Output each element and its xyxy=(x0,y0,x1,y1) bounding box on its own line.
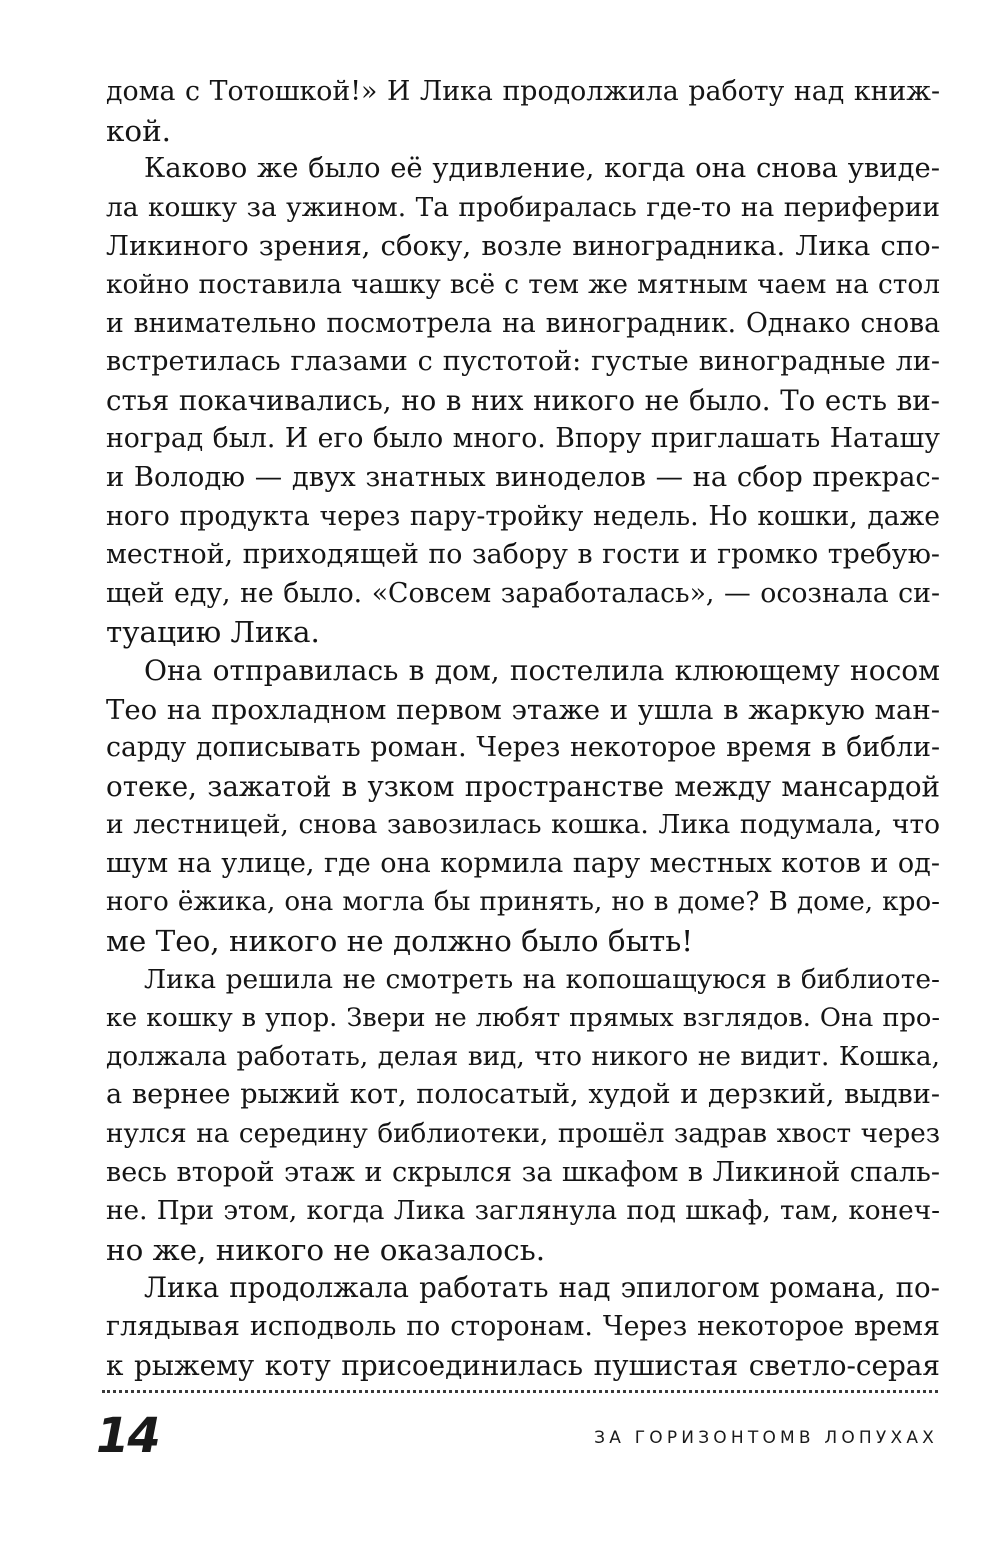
text-line: не. При этом, когда Лика заглянула под шкаф, там, конеч- xyxy=(106,1196,940,1227)
text-line: Каково же было её удивление, когда она снова увиде- xyxy=(144,153,940,185)
text-line: шум на улице, где она кормила пару местных котов и од- xyxy=(106,847,940,879)
text-line: дома с Тотошкой!» И Лика продолжила работу над книж- xyxy=(106,76,940,107)
text-line: Лика решила не смотреть на копошащуюся в библиоте- xyxy=(144,963,940,995)
body-text xyxy=(106,73,940,1385)
text-line: койно поставила чашку всё с тем же мятным чаем на стол xyxy=(106,269,940,300)
text-line: сарду дописывать роман. Через некоторое время в библи- xyxy=(106,732,940,764)
text-line: встретилась глазами с пустотой: густые виноградные ли- xyxy=(106,346,940,378)
text-line: Лика продолжала работать над эпилогом романа, по- xyxy=(144,1271,940,1305)
text-line: весь второй этаж и скрылся за шкафом в Ликиной спаль- xyxy=(106,1156,940,1188)
running-title: ЗА ГОРИЗОНТОМВ ЛОПУХАХ xyxy=(594,1428,938,1448)
text-line: ного ёжика, она могла бы принять, но в доме? В доме, кро- xyxy=(106,887,940,918)
text-line: Она отправилась в дом, постелила клюющему носом xyxy=(144,653,940,687)
text-line: и Володю — двух знатных виноделов — на сбор прекрас- xyxy=(106,461,940,493)
text-line: Ликиного зрения, сбоку, возле виноградника. Лика спо- xyxy=(106,230,940,263)
text-line: ла кошку за ужином. Та пробиралась где-то на периферии xyxy=(106,191,940,223)
text-line: ноград был. И его было много. Впору приглашать Наташу xyxy=(106,423,940,455)
text-line: ме Тео, никого не должно было быть! xyxy=(106,924,694,959)
text-line: и лестницей, снова завозилась кошка. Лика подумала, что xyxy=(106,809,940,841)
text-line: кой. xyxy=(106,113,171,148)
page-number: 14 xyxy=(96,1408,159,1464)
footer-dotted-rule xyxy=(102,1390,938,1393)
text-line: нулся на середину библиотеки, прошёл задрав хвост через xyxy=(106,1119,940,1150)
text-line: отеке, зажатой в узком пространстве между мансардой xyxy=(106,769,940,803)
text-line: и внимательно посмотрела на виноградник. Однако снова xyxy=(106,307,940,339)
text-line: а вернее рыжий кот, полосатый, худой и дерзкий, выдви- xyxy=(106,1079,940,1111)
text-line: туацию Лика. xyxy=(106,615,320,650)
text-line: Тео на прохладном первом этаже и ушла в жаркую ман- xyxy=(106,693,940,726)
text-line: но же, никого не оказалось. xyxy=(106,1232,546,1267)
text-line: к рыжему коту присоединилась пушистая светло-серая xyxy=(106,1348,940,1382)
text-line: должала работать, делая вид, что никого не видит. Кошка, xyxy=(106,1041,940,1072)
text-line: ного продукта через пару-тройку недель. Но кошки, даже xyxy=(106,500,940,532)
text-line: щей еду, не было. «Совсем заработалась», — осознала си- xyxy=(106,577,940,609)
text-line: местной, приходящей по забору в гости и громко требую- xyxy=(106,539,940,571)
text-line: ке кошку в упор. Звери не любят прямых взглядов. Она про- xyxy=(106,1003,940,1034)
text-line: глядывая исподволь по сторонам. Через некоторое время xyxy=(106,1311,940,1342)
text-line: стья покачивались, но в них никого не было. То есть ви- xyxy=(106,383,940,417)
